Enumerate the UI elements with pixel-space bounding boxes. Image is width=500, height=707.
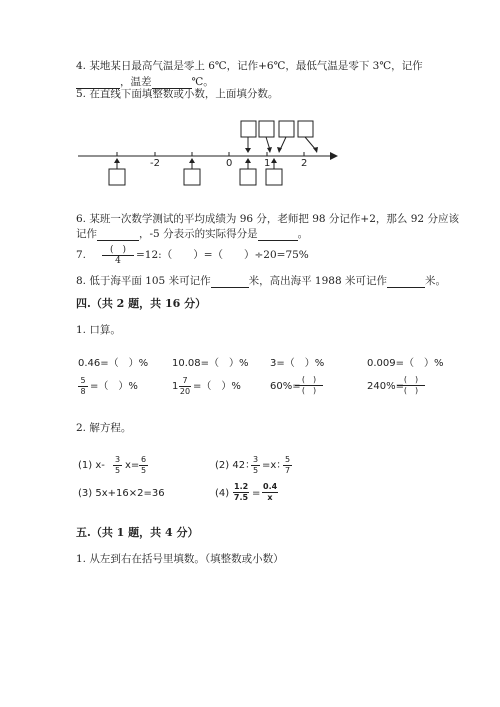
eq2-fraction-1: $\frac{3}{5}$ bbox=[252, 455, 259, 475]
number-line-arrow bbox=[330, 152, 338, 160]
bottom-arrows bbox=[117, 160, 274, 169]
q8-line: 8. 低于海平面 105 米可记作 米，高出海平 1988 米可记作 米。 bbox=[76, 275, 446, 287]
eq2-fraction-2: $\frac{5}{7}$ bbox=[284, 455, 291, 475]
bottom-arrowheads bbox=[114, 158, 277, 163]
eq4-part-b: = bbox=[252, 488, 261, 499]
tick-label-2: 2 bbox=[301, 158, 308, 169]
q6-line2: 记作 ，-5 分表示的实际得分是 。 bbox=[76, 228, 309, 240]
top-answer-boxes bbox=[241, 121, 313, 137]
q6-blank-2[interactable] bbox=[258, 227, 298, 241]
calc-b1-tail: =（ ）% bbox=[90, 381, 138, 392]
eq1-fraction-1: $\frac{3}{5}$ bbox=[114, 455, 121, 475]
eq1-part-b: x= bbox=[125, 460, 140, 471]
calc-b2-fraction: $\frac{7}{20}$ bbox=[179, 376, 191, 396]
eq1-part-a: (1) x- bbox=[78, 460, 105, 471]
eq4-fraction-1: $\frac{1.2}{7.5}$ bbox=[233, 482, 249, 502]
q8-blank-2[interactable] bbox=[387, 274, 425, 288]
eq4-fraction-2: $\frac{0.4}{x}$ bbox=[263, 482, 278, 502]
calc-b3-head: 60%= bbox=[270, 381, 301, 392]
eq1-fraction-2: $\frac{6}{5}$ bbox=[140, 455, 147, 475]
section4-heading: 四.（共 2 题，共 16 分） bbox=[76, 297, 207, 310]
calc-b1-fraction: $\frac{5}{8}$ bbox=[78, 376, 88, 397]
tick-label-neg2: -2 bbox=[150, 158, 160, 169]
calc-b3-fraction: ( ) ( ) bbox=[295, 375, 323, 396]
calc-b4-head: 240%= bbox=[367, 381, 404, 392]
top-arrows bbox=[248, 137, 316, 150]
q4-line2: ，温差 ℃。 bbox=[76, 75, 214, 89]
calc-b2-tail: =（ ）% bbox=[193, 381, 241, 392]
q5-text: 5. 在直线下面填整数或小数，上面填分数。 bbox=[76, 88, 279, 100]
calc-a4: 0.009=（ ）% bbox=[367, 358, 444, 369]
q4-line1: 4. 某地某日最高气温是零上 6℃，记作+6℃，最低气温是零下 3℃，记作 bbox=[76, 60, 423, 72]
q8-blank-1[interactable] bbox=[211, 274, 249, 288]
eq4-part-a: (4) bbox=[215, 488, 230, 499]
calc-a1: 0.46=（ ）% bbox=[78, 358, 149, 369]
q7-fraction: ( ) 4 bbox=[102, 245, 134, 266]
eq2-part-b: =x： bbox=[262, 460, 287, 471]
bottom-answer-boxes bbox=[109, 169, 282, 185]
tick-label-1: 1 bbox=[264, 158, 271, 169]
sec5-q1-title: 1. 从左到右在括号里填数。（填整数或小数） bbox=[76, 553, 284, 565]
calc-a2: 10.08=（ ）% bbox=[172, 358, 249, 369]
calc-a3: 3=（ ）% bbox=[270, 358, 325, 369]
eq3: (3) 5x+16×2=36 bbox=[78, 488, 165, 499]
sec4-q2-title: 2. 解方程。 bbox=[76, 422, 132, 434]
tick-label-0: 0 bbox=[226, 158, 233, 169]
tick-marks bbox=[117, 152, 304, 156]
q6-line1: 6. 某班一次数学测试的平均成绩为 96 分，老师把 98 分记作+2，那么 92 分应该 bbox=[76, 213, 459, 225]
q7-equation: =12:（ ）=（ ）÷20=75% bbox=[136, 249, 309, 261]
q7-label: 7. bbox=[76, 249, 87, 261]
tick-labels bbox=[150, 158, 307, 169]
q6-blank-1[interactable] bbox=[97, 227, 139, 241]
section5-heading: 五.（共 1 题，共 4 分） bbox=[76, 526, 199, 539]
eq2-part-a: (2) 42： bbox=[215, 460, 256, 471]
calc-b4-fraction: ( ) ( ) bbox=[397, 375, 425, 396]
sec4-q1-title: 1. 口算。 bbox=[76, 324, 121, 336]
calc-b2-whole: 1 bbox=[172, 381, 179, 392]
